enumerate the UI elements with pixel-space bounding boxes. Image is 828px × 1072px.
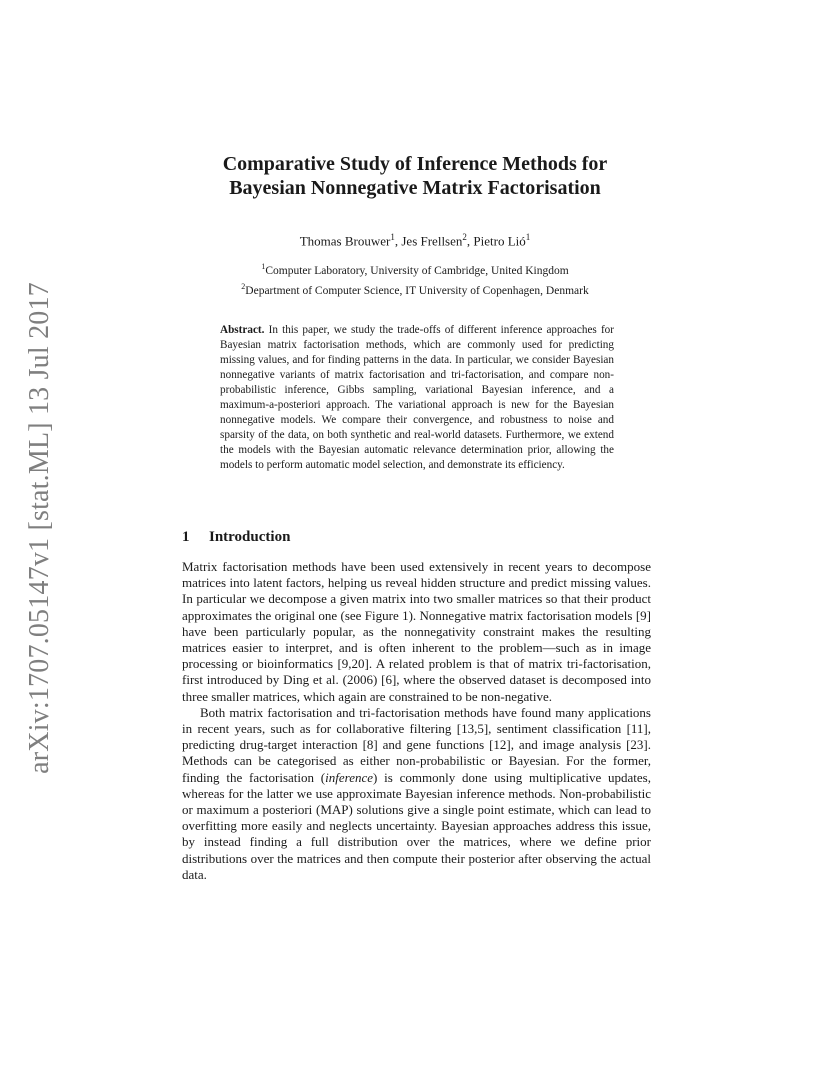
affiliation xyxy=(120,279,710,299)
affiliation-list xyxy=(120,259,710,299)
arxiv-watermark xyxy=(20,282,60,774)
paragraph-text: ) is commonly done using multiplicative updates, whereas for the latter we use approximate Bayesian inference methods. Non-probabilistic or maximum a posteriori (MAP) solutions give a single point estimate, which can lead to overfitting more easily and neglects uncertainty. Bayesian approaches address this issue, by instead finding a full distribution over the matrices, where we define prior distributions over the matrices and then compute their posterior after observing the actual data. xyxy=(182,769,651,882)
paragraph xyxy=(182,705,651,883)
affiliation-text: Department of Computer Science, IT University of Copenhagen, Denmark xyxy=(245,284,589,297)
arxiv-identifier: arXiv:1707.05147v1 [stat.ML] 13 Jul 2017 xyxy=(24,282,55,774)
emphasis-text: inference xyxy=(325,769,374,785)
section-number: 1 xyxy=(182,529,190,545)
affiliation-text: Computer Laboratory, University of Cambridge, United Kingdom xyxy=(265,264,569,277)
body-text xyxy=(182,559,651,883)
title-line-1: Comparative Study of Inference Methods for xyxy=(222,153,608,175)
affiliation-mark: 2 xyxy=(241,281,246,291)
paragraph-text: Both matrix factorisation and tri-factorisation methods have found many applications in recent years, such as for collaborative filtering [13,5], sentiment classification [11], predicting drug-target interaction [8] and gene functions [12], and image analysis [23]. Methods can be categorised as either non-probabilistic or Bayesian. For the former, finding the factorisation ( xyxy=(182,704,651,785)
title-line-2: Bayesian Nonnegative Matrix Factorisation xyxy=(229,177,601,199)
author-affiliation-mark: 1 xyxy=(390,232,395,242)
author-affiliation-mark: 2 xyxy=(462,232,467,242)
paragraph: Matrix factorisation methods have been used extensively in recent years to decompose matrices into latent factors, helping us reveal hidden structure and predict missing values. In particular we decompose a given matrix into two smaller matrices so that their product approximates the original one (see Figure 1). Nonnegative matrix factorisation models [9] have been particularly popular, as the nonnegativity constraint makes the resulting matrices easier to interpret, and is often inherent to the problem—such as in image processing or bioinformatics [9,20]. A related problem is that of matrix tri-factorisation, first introduced by Ding et al. (2006) [6], where the observed dataset is decomposed into three smaller matrices, which again are constrained to be non-negative. xyxy=(182,559,651,704)
author-name: Pietro Lió xyxy=(473,233,526,249)
affiliation-mark: 1 xyxy=(261,262,266,271)
abstract-heading: Abstract. xyxy=(220,324,265,336)
abstract xyxy=(220,323,614,473)
section-heading xyxy=(182,528,290,546)
affiliation xyxy=(120,259,710,279)
abstract-text: In this paper, we study the trade-offs of different inference approaches for Bayesian matrix factorisation methods, which are commonly used for predicting missing values, and for finding patterns in the data. In particular, we consider Bayesian nonnegative variants of matrix factorisation and tri-factorisation, and compare non-probabilistic inference, Gibbs sampling, variational Bayesian inference, and a maximum-a-posteriori approach. The variational approach is new for the Bayesian nonnegative models. We compare their convergence, and robustness to noise and sparsity of the data, on both synthetic and real-world datasets. Furthermore, we extend the models with the Bayesian automatic relevance determination prior, allowing the models to perform automatic model selection, and demonstrate its efficiency. xyxy=(220,324,614,471)
author-affiliation-mark: 1 xyxy=(525,232,531,242)
author-list xyxy=(120,229,710,249)
author-separator: , xyxy=(394,233,402,249)
author-name: Jes Frellsen xyxy=(401,233,463,249)
author-name: Thomas Brouwer xyxy=(299,233,391,249)
paper-title xyxy=(120,152,710,200)
author-separator: , xyxy=(466,233,474,249)
section-title: Introduction xyxy=(209,529,291,545)
